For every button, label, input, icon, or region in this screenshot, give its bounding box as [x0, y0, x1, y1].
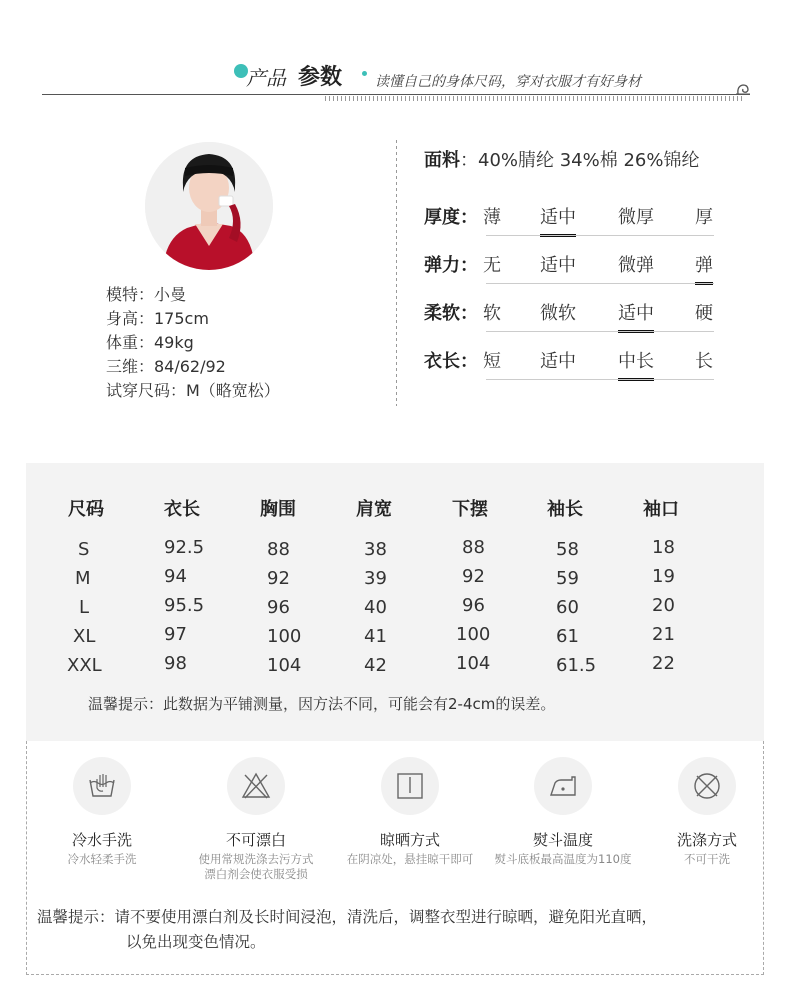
table-cell: 88 — [462, 537, 485, 558]
attr-option-selected: 适中 — [618, 299, 654, 325]
table-cell: 41 — [364, 626, 387, 647]
shade-dry-icon — [395, 771, 425, 801]
size-table-panel — [26, 463, 764, 741]
attr-option: 软 — [483, 303, 501, 324]
table-cell: 39 — [364, 568, 387, 589]
table-cell: 58 — [556, 539, 579, 560]
table-cell: 100 — [267, 626, 302, 647]
model-avatar — [145, 142, 273, 270]
model-height: 身高：175cm — [106, 309, 209, 328]
table-cell: 98 — [164, 653, 187, 674]
model-trial-size: 试穿尺码：M（略宽松） — [106, 381, 280, 400]
table-cell: 61 — [556, 626, 579, 647]
table-cell: 92 — [462, 566, 485, 587]
chest-header: 胸围 — [260, 499, 296, 520]
attr-option-selected: 中长 — [618, 347, 654, 373]
table-cell: 19 — [652, 566, 675, 587]
attr-label: 弹力： — [424, 255, 478, 276]
care-tip-line1: 温馨提示：请不要使用漂白剂及长时间浸泡，清洗后，调整衣型进行晾晒，避免阳光直晒， — [37, 908, 658, 926]
care-subtitle: 熨斗底板最高温度为110度 — [494, 852, 632, 866]
fabric-value: ：40%腈纶 34%棉 26%锦纶 — [460, 150, 700, 171]
table-cell: 92.5 — [164, 537, 205, 558]
care-subtitle: 使用常规洗涤去污方式 漂白剂会使衣服受损 — [198, 852, 314, 881]
attr-row-elasticity — [424, 251, 724, 285]
attr-row-length — [424, 347, 724, 381]
table-cell: M — [75, 568, 91, 589]
care-title: 冷水手洗 — [71, 831, 132, 849]
size-header: 尺码 — [68, 499, 104, 520]
hem-header: 下摆 — [452, 499, 488, 520]
table-cell: 61.5 — [556, 655, 597, 676]
no-bleach-icon — [241, 771, 271, 801]
attr-option-selected: 适中 — [540, 203, 576, 229]
separator-dot-icon — [362, 71, 367, 76]
attr-option: 微软 — [540, 303, 576, 324]
model-illustration — [145, 142, 273, 270]
attr-option: 硬 — [695, 303, 713, 324]
table-cell: 96 — [267, 597, 290, 618]
model-measurements: 三维：84/62/92 — [106, 357, 226, 376]
length-header: 衣长 — [164, 499, 200, 520]
attr-option: 适中 — [540, 255, 576, 276]
attr-option: 微弹 — [618, 255, 654, 276]
no-dry-clean-icon — [692, 771, 722, 801]
table-cell: 40 — [364, 597, 387, 618]
attr-underline — [486, 283, 714, 284]
attr-option: 无 — [483, 255, 501, 276]
care-title: 晾晒方式 — [379, 831, 440, 849]
measurement-tip: 温馨提示：此数据为平铺测量，因方法不同，可能会有2-4cm的误差。 — [88, 695, 556, 713]
sleeve-length-header: 袖长 — [547, 499, 583, 520]
attr-row-thickness — [424, 203, 724, 237]
table-cell: 97 — [164, 624, 187, 645]
table-cell: 59 — [556, 568, 579, 589]
table-cell: 20 — [652, 595, 675, 616]
table-cell: 104 — [456, 653, 491, 674]
model-name: 模特：小曼 — [106, 285, 187, 304]
table-cell: S — [78, 539, 90, 560]
header-subtitle: 读懂自己的身体尺码，穿对衣服才有好身材 — [375, 74, 641, 90]
table-cell: 95.5 — [164, 595, 205, 616]
attr-option: 厚 — [695, 207, 713, 228]
attr-underline — [486, 331, 714, 332]
shoulder-header: 肩宽 — [356, 499, 392, 520]
header-hatch — [325, 96, 743, 101]
table-cell: XXL — [67, 655, 102, 676]
section-header — [42, 56, 750, 102]
attr-option: 适中 — [540, 351, 576, 372]
care-panel — [26, 741, 764, 975]
attr-row-softness — [424, 299, 724, 333]
header-title-bold: 参数 — [298, 65, 343, 90]
cuff-header: 袖口 — [643, 499, 679, 520]
model-weight: 体重：49kg — [106, 333, 194, 352]
table-cell: 104 — [267, 655, 302, 676]
attr-option: 薄 — [483, 207, 501, 228]
table-cell: 100 — [456, 624, 491, 645]
vertical-divider — [396, 140, 397, 406]
attr-label: 衣长： — [424, 351, 478, 372]
header-rule — [42, 94, 750, 95]
attr-option: 微厚 — [618, 207, 654, 228]
attr-option: 长 — [695, 351, 713, 372]
care-tip-line2: 以免出现变色情况。 — [126, 933, 266, 951]
table-cell: 18 — [652, 537, 675, 558]
attr-label: 柔软： — [424, 303, 478, 324]
table-cell: 92 — [267, 568, 290, 589]
care-title: 洗涤方式 — [676, 831, 737, 849]
attr-underline — [486, 379, 714, 380]
table-cell: 42 — [364, 655, 387, 676]
table-cell: 88 — [267, 539, 290, 560]
iron-icon — [548, 771, 578, 801]
table-cell: 96 — [462, 595, 485, 616]
table-cell: 22 — [652, 653, 675, 674]
care-subtitle: 冷水轻柔手洗 — [67, 852, 137, 866]
table-cell: 60 — [556, 597, 579, 618]
table-cell: 94 — [164, 566, 187, 587]
attr-label: 厚度： — [424, 207, 478, 228]
table-cell: 38 — [364, 539, 387, 560]
care-title: 熨斗温度 — [532, 831, 593, 849]
fabric-label: 面料 — [424, 150, 460, 171]
care-subtitle: 不可干洗 — [684, 852, 730, 866]
care-subtitle: 在阴凉处，悬挂晾干即可 — [346, 852, 474, 866]
hand-wash-icon — [87, 771, 117, 801]
model-info — [106, 283, 280, 403]
attr-option-selected: 弹 — [695, 251, 713, 277]
table-cell: L — [79, 597, 90, 618]
table-cell: 21 — [652, 624, 675, 645]
fabric-info — [424, 146, 699, 172]
care-title: 不可漂白 — [225, 831, 286, 849]
care-tip — [37, 905, 757, 955]
header-title-light: 产品 — [246, 66, 286, 90]
attr-option: 短 — [483, 351, 501, 372]
attr-underline — [486, 235, 714, 236]
table-cell: XL — [73, 626, 96, 647]
swirl-icon — [736, 82, 750, 96]
